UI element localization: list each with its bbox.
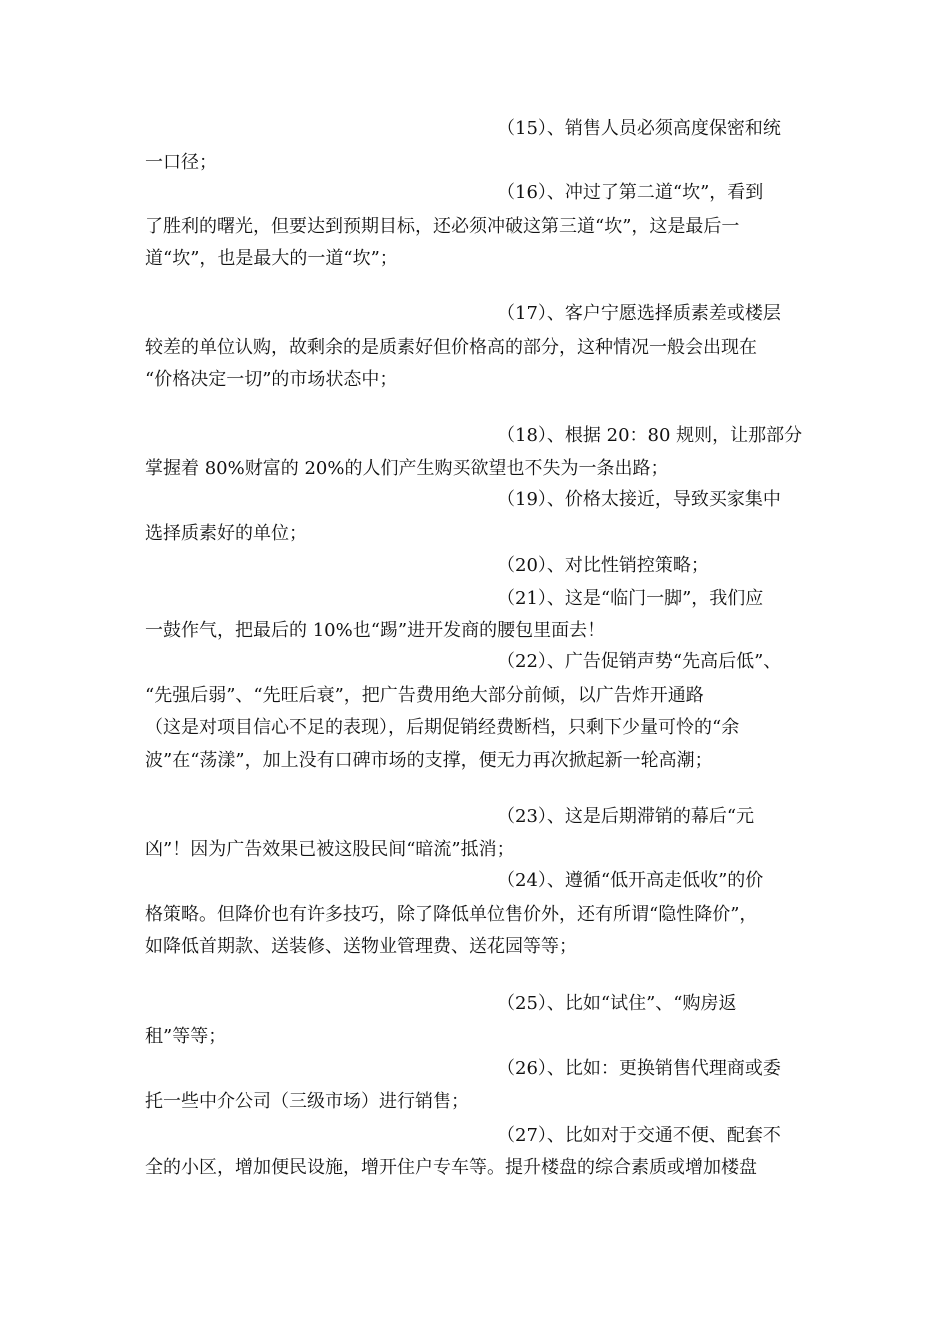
item-16-line-2: 了胜利的曙光，但要达到预期目标，还必须冲破这第三道“坎”，这是最后一 bbox=[145, 216, 740, 237]
item-15-line-2: 一口径； bbox=[145, 152, 217, 173]
item-18-line-1: （18）、根据 20：80 规则，让那部分 bbox=[497, 425, 803, 446]
item-22-line-2: “先强后弱”、“先旺后衰”，把广告费用绝大部分前倾，以广告炸开通路 bbox=[145, 685, 704, 706]
item-17-line-2: 较差的单位认购，故剩余的是质素好但价格高的部分，这种情况一般会出现在 bbox=[145, 337, 757, 358]
item-18-line-2: 掌握着 80%财富的 20%的人们产生购买欲望也不失为一条出路； bbox=[145, 458, 669, 479]
item-21-line-1: （21）、这是“临门一脚”，我们应 bbox=[497, 588, 764, 609]
item-26-line-1: （26）、比如：更换销售代理商或委 bbox=[497, 1058, 781, 1079]
item-24-line-3: 如降低首期款、送装修、送物业管理费、送花园等等； bbox=[145, 936, 577, 957]
item-23-line-1: （23）、这是后期滞销的幕后“元 bbox=[497, 806, 755, 827]
item-24-line-2: 格策略。但降价也有许多技巧，除了降低单位售价外，还有所谓“隐性降价”， bbox=[145, 904, 758, 925]
item-27-line-2: 全的小区，增加便民设施，增开住户专车等。提升楼盘的综合素质或增加楼盘 bbox=[145, 1157, 757, 1178]
item-20-line-1: （20）、对比性销控策略； bbox=[497, 555, 709, 576]
item-15-line-1: （15）、销售人员必须高度保密和统 bbox=[497, 118, 781, 139]
item-17-line-1: （17）、客户宁愿选择质素差或楼层 bbox=[497, 303, 781, 324]
item-25-line-2: 租”等等； bbox=[145, 1026, 227, 1047]
item-19-line-1: （19）、价格太接近，导致买家集中 bbox=[497, 489, 781, 510]
item-26-line-2: 托一些中介公司（三级市场）进行销售； bbox=[145, 1091, 469, 1112]
item-16-line-3: 道“坎”，也是最大的一道“坎”； bbox=[145, 248, 398, 269]
item-21-line-2: 一鼓作气，把最后的 10%也“踢”进开发商的腰包里面去！ bbox=[145, 620, 606, 641]
item-23-line-2: 凶”！因为广告效果已被这股民间“暗流”抵消； bbox=[145, 839, 515, 860]
item-17-line-3: “价格决定一切”的市场状态中； bbox=[145, 369, 398, 390]
item-16-line-1: （16）、冲过了第二道“坎”，看到 bbox=[497, 182, 764, 203]
item-22-line-1: （22）、广告促销声势“先高后低”、 bbox=[497, 651, 782, 672]
item-22-line-4: 波”在“荡漾”，加上没有口碑市场的支撑，便无力再次掀起新一轮高潮； bbox=[145, 750, 713, 771]
item-22-line-3: （这是对项目信心不足的表现），后期促销经费断档，只剩下少量可怜的“余 bbox=[145, 717, 740, 738]
item-24-line-1: （24）、遵循“低开高走低收”的价 bbox=[497, 870, 764, 891]
item-19-line-2: 选择质素好的单位； bbox=[145, 523, 307, 544]
item-25-line-1: （25）、比如“试住”、“购房返 bbox=[497, 993, 737, 1014]
item-27-line-1: （27）、比如对于交通不便、配套不 bbox=[497, 1125, 781, 1146]
